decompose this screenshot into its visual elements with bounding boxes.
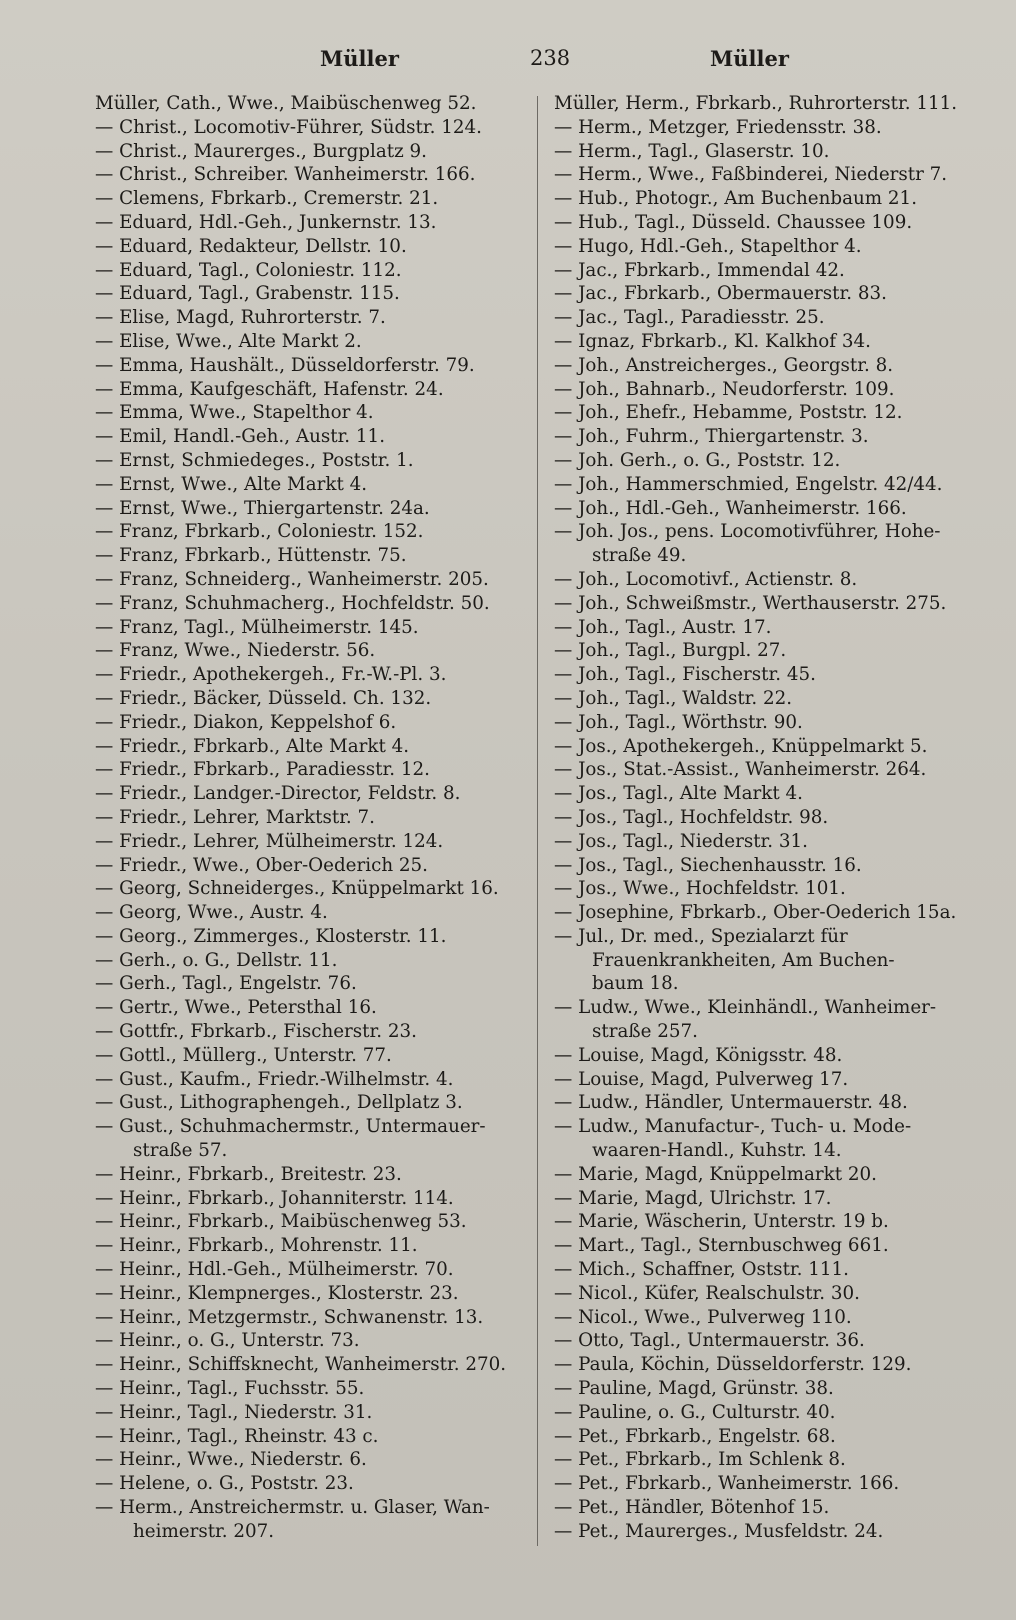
directory-entry: — Gottl., Müllerg., Unterstr. 77. <box>95 1044 392 1066</box>
directory-entry: — Heinr., Fbrkarb., Breitestr. 23. <box>95 1163 402 1185</box>
directory-entry: — Eduard, Redakteur, Dellstr. 10. <box>95 235 407 257</box>
directory-entry: — Hub., Tagl., Düsseld. Chaussee 109. <box>554 211 913 233</box>
directory-entry: — Clemens, Fbrkarb., Cremerstr. 21. <box>95 188 439 210</box>
directory-entry: — Marie, Wäscherin, Unterstr. 19 b. <box>554 1211 889 1233</box>
directory-entry: — Christ., Maurerges., Burgplatz 9. <box>95 140 427 162</box>
directory-entry: — Josephine, Fbrkarb., Ober-Oederich 15a. <box>554 902 957 924</box>
directory-entry: — Friedr., Fbrkarb., Paradiesstr. 12. <box>95 759 430 781</box>
directory-entry: Frauenkrankheiten, Am Buchen- <box>592 949 895 971</box>
directory-entry: — Heinr., Hdl.-Geh., Mülheimerstr. 70. <box>95 1259 454 1281</box>
directory-entry: Müller, Herm., Fbrkarb., Ruhrorterstr. 111. <box>554 93 958 114</box>
directory-entry: — Ludw., Wwe., Kleinhändl., Wanheimer- <box>554 997 937 1019</box>
directory-entry: — Pet., Fbrkarb., Wanheimerstr. 166. <box>554 1473 900 1495</box>
directory-entry: heimerstr. 207. <box>133 1520 275 1542</box>
directory-entry: — Nicol., Küfer, Realschulstr. 30. <box>554 1282 860 1304</box>
directory-entry: — Emma, Haushält., Düsseldorferstr. 79. <box>95 354 475 376</box>
directory-entry: — Eduard, Tagl., Coloniestr. 112. <box>95 259 402 281</box>
directory-entry: — Jos., Tagl., Siechenhausstr. 16. <box>554 854 862 876</box>
directory-entry: — Georg, Schneiderges., Knüppelmarkt 16. <box>95 878 499 900</box>
directory-entry: — Herm., Anstreichermstr. u. Glaser, Wan- <box>95 1497 490 1519</box>
directory-entry: — Franz, Fbrkarb., Hüttenstr. 75. <box>95 545 407 567</box>
directory-entry: — Gottfr., Fbrkarb., Fischerstr. 23. <box>95 1021 417 1043</box>
directory-entry: — Pet., Fbrkarb., Engelstr. 68. <box>554 1425 836 1447</box>
directory-entry: — Pet., Händler, Bötenhof 15. <box>554 1497 830 1519</box>
directory-entry: — Nicol., Wwe., Pulverweg 110. <box>554 1306 852 1328</box>
directory-entry: — Franz, Tagl., Mülheimerstr. 145. <box>95 616 419 638</box>
directory-entry: — Gerh., o. G., Dellstr. 11. <box>95 949 338 971</box>
directory-entry: Müller, Cath., Wwe., Maibüschenweg 52. <box>95 93 477 114</box>
directory-entry: — Jos., Stat.-Assist., Wanheimerstr. 264. <box>554 759 927 781</box>
directory-entry: — Joh., Tagl., Burgpl. 27. <box>554 640 787 662</box>
directory-entry: — Joh., Anstreicherges., Georgstr. 8. <box>554 354 894 376</box>
directory-entry: — Heinr., Fbrkarb., Maibüschenweg 53. <box>95 1211 467 1233</box>
directory-entry: — Louise, Magd, Königsstr. 48. <box>554 1044 843 1066</box>
directory-entry: — Jac., Fbrkarb., Obermauerstr. 83. <box>554 283 887 305</box>
directory-entry: — Ernst, Schmiedeges., Poststr. 1. <box>95 449 414 471</box>
directory-entry: — Emma, Kaufgeschäft, Hafenstr. 24. <box>95 378 444 400</box>
directory-entry: — Joh., Fuhrm., Thiergartenstr. 3. <box>554 426 869 448</box>
directory-entry: — Pauline, o. G., Culturstr. 40. <box>554 1401 836 1423</box>
directory-entry: — Jac., Tagl., Paradiesstr. 25. <box>554 307 825 329</box>
directory-entry: straße 49. <box>592 545 687 567</box>
directory-entry: — Heinr., Tagl., Fuchsstr. 55. <box>95 1378 365 1400</box>
directory-entry: — Jos., Tagl., Hochfeldstr. 98. <box>554 806 829 828</box>
directory-entry: — Jos., Tagl., Niederstr. 31. <box>554 830 808 852</box>
directory-entry: — Joh., Hdl.-Geh., Wanheimerstr. 166. <box>554 497 907 519</box>
directory-entry: straße 57. <box>133 1140 228 1162</box>
directory-entry: — Friedr., Lehrer, Marktstr. 7. <box>95 806 375 828</box>
directory-entry: — Ludw., Händler, Untermauerstr. 48. <box>554 1092 908 1114</box>
directory-entry: straße 257. <box>592 1021 698 1043</box>
directory-entry: — Christ., Schreiber. Wanheimerstr. 166. <box>95 164 476 186</box>
directory-entry: — Friedr., Wwe., Ober-Oederich 25. <box>95 854 428 876</box>
directory-entry: — Jul., Dr. med., Spezialarzt für <box>554 925 848 947</box>
column-divider <box>537 96 538 1546</box>
directory-entry: — Gust., Schuhmachermstr., Untermauer- <box>95 1116 486 1138</box>
directory-entry: — Joh., Locomotivf., Actienstr. 8. <box>554 568 858 590</box>
directory-entry: — Heinr., o. G., Unterstr. 73. <box>95 1330 360 1352</box>
directory-entry: — Heinr., Klempnerges., Klosterstr. 23. <box>95 1282 459 1304</box>
directory-entry: — Pet., Maurerges., Musfeldstr. 24. <box>554 1520 884 1542</box>
directory-entry: — Emma, Wwe., Stapelthor 4. <box>95 402 374 424</box>
directory-entry: — Pauline, Magd, Grünstr. 38. <box>554 1378 834 1400</box>
directory-entry: — Ernst, Wwe., Thiergartenstr. 24a. <box>95 497 430 519</box>
directory-entry: — Heinr., Fbrkarb., Johanniterstr. 114. <box>95 1187 454 1209</box>
directory-entry: — Mart., Tagl., Sternbuschweg 661. <box>554 1235 889 1257</box>
directory-entry: — Elise, Magd, Ruhrorterstr. 7. <box>95 307 386 329</box>
directory-entry: — Hub., Photogr., Am Buchenbaum 21. <box>554 188 917 210</box>
directory-entry: — Jos., Tagl., Alte Markt 4. <box>554 783 803 805</box>
directory-entry: — Heinr., Wwe., Niederstr. 6. <box>95 1449 367 1471</box>
directory-entry: baum 18. <box>592 973 679 995</box>
directory-entry: — Friedr., Lehrer, Mülheimerstr. 124. <box>95 830 444 852</box>
directory-entry: — Joh., Tagl., Wörthstr. 90. <box>554 711 803 733</box>
directory-entry: — Eduard, Hdl.-Geh., Junkernstr. 13. <box>95 211 437 233</box>
directory-entry: — Marie, Magd, Knüppelmarkt 20. <box>554 1163 877 1185</box>
directory-entry: — Friedr., Landger.-Director, Feldstr. 8. <box>95 783 461 805</box>
directory-entry: — Ernst, Wwe., Alte Markt 4. <box>95 473 368 495</box>
directory-entry: — Franz, Schuhmacherg., Hochfeldstr. 50. <box>95 592 490 614</box>
directory-entry: — Gertr., Wwe., Petersthal 16. <box>95 997 377 1019</box>
left-column <box>95 92 527 1544</box>
directory-entry: — Emil, Handl.-Geh., Austr. 11. <box>95 426 385 448</box>
directory-entry: — Joh., Hammerschmied, Engelstr. 42/44. <box>554 473 943 495</box>
directory-entry: — Ignaz, Fbrkarb., Kl. Kalkhof 34. <box>554 330 871 352</box>
directory-entry: — Herm., Metzger, Friedensstr. 38. <box>554 116 882 138</box>
directory-entry: — Elise, Wwe., Alte Markt 2. <box>95 330 362 352</box>
directory-entry: — Heinr., Schiffsknecht, Wanheimerstr. 270. <box>95 1354 507 1376</box>
directory-entry: — Joh. Jos., pens. Locomotivführer, Hohe- <box>554 521 941 543</box>
directory-entry: — Heinr., Tagl., Niederstr. 31. <box>95 1401 373 1423</box>
directory-entry: — Franz, Wwe., Niederstr. 56. <box>95 640 376 662</box>
directory-entry: — Paula, Köchin, Düsseldorferstr. 129. <box>554 1354 912 1376</box>
directory-entry: waaren-Handl., Kuhstr. 14. <box>592 1140 842 1162</box>
directory-entry: — Friedr., Diakon, Keppelshof 6. <box>95 711 397 733</box>
page-header <box>90 46 976 86</box>
page-number: 238 <box>530 46 571 70</box>
directory-entry: — Joh., Tagl., Waldstr. 22. <box>554 687 793 709</box>
header-left-name: Müller <box>320 46 399 71</box>
directory-entry: — Louise, Magd, Pulverweg 17. <box>554 1068 849 1090</box>
directory-entry: — Helene, o. G., Poststr. 23. <box>95 1473 354 1495</box>
directory-entry: — Pet., Fbrkarb., Im Schlenk 8. <box>554 1449 846 1471</box>
directory-entry: — Jac., Fbrkarb., Immendal 42. <box>554 259 845 281</box>
directory-entry: — Jos., Wwe., Hochfeldstr. 101. <box>554 878 846 900</box>
directory-entry: — Joh. Gerh., o. G., Poststr. 12. <box>554 449 841 471</box>
directory-entry: — Christ., Locomotiv-Führer, Südstr. 124. <box>95 116 482 138</box>
directory-entry: — Friedr., Fbrkarb., Alte Markt 4. <box>95 735 410 757</box>
directory-entry: — Franz, Schneiderg., Wanheimerstr. 205. <box>95 568 489 590</box>
directory-entry: — Joh., Schweißmstr., Werthauserstr. 275. <box>554 592 947 614</box>
directory-entry: — Gust., Kaufm., Friedr.-Wilhelmstr. 4. <box>95 1068 454 1090</box>
directory-entry: — Heinr., Tagl., Rheinstr. 43 c. <box>95 1425 379 1447</box>
directory-entry: — Friedr., Bäcker, Düsseld. Ch. 132. <box>95 687 432 709</box>
directory-entry: — Eduard, Tagl., Grabenstr. 115. <box>95 283 400 305</box>
directory-entry: — Heinr., Fbrkarb., Mohrenstr. 11. <box>95 1235 418 1257</box>
directory-entry: — Joh., Tagl., Fischerstr. 45. <box>554 664 816 686</box>
directory-entry: — Otto, Tagl., Untermauerstr. 36. <box>554 1330 865 1352</box>
directory-entry: — Georg., Zimmerges., Klosterstr. 11. <box>95 925 447 947</box>
directory-entry: — Jos., Apothekergeh., Knüppelmarkt 5. <box>554 735 928 757</box>
directory-entry: — Georg, Wwe., Austr. 4. <box>95 902 328 924</box>
directory-entry: — Hugo, Hdl.-Geh., Stapelthor 4. <box>554 235 862 257</box>
right-column <box>554 92 990 1544</box>
directory-entry: — Ludw., Manufactur-, Tuch- u. Mode- <box>554 1116 912 1138</box>
directory-entry: — Marie, Magd, Ulrichstr. 17. <box>554 1187 832 1209</box>
directory-entry: — Mich., Schaffner, Oststr. 111. <box>554 1259 849 1281</box>
directory-entry: — Joh., Bahnarb., Neudorferstr. 109. <box>554 378 895 400</box>
directory-entry: — Herm., Wwe., Faßbinderei, Niederstr 7. <box>554 164 948 186</box>
directory-entry: — Joh., Tagl., Austr. 17. <box>554 616 772 638</box>
directory-entry: — Friedr., Apothekergeh., Fr.-W.-Pl. 3. <box>95 664 447 686</box>
header-right-name: Müller <box>710 46 789 71</box>
directory-entry: — Heinr., Metzgermstr., Schwanenstr. 13. <box>95 1306 484 1328</box>
directory-entry: — Gerh., Tagl., Engelstr. 76. <box>95 973 357 995</box>
directory-entry: — Gust., Lithographengeh., Dellplatz 3. <box>95 1092 463 1114</box>
directory-entry: — Joh., Ehefr., Hebamme, Poststr. 12. <box>554 402 903 424</box>
directory-entry: — Franz, Fbrkarb., Coloniestr. 152. <box>95 521 424 543</box>
directory-entry: — Herm., Tagl., Glaserstr. 10. <box>554 140 830 162</box>
